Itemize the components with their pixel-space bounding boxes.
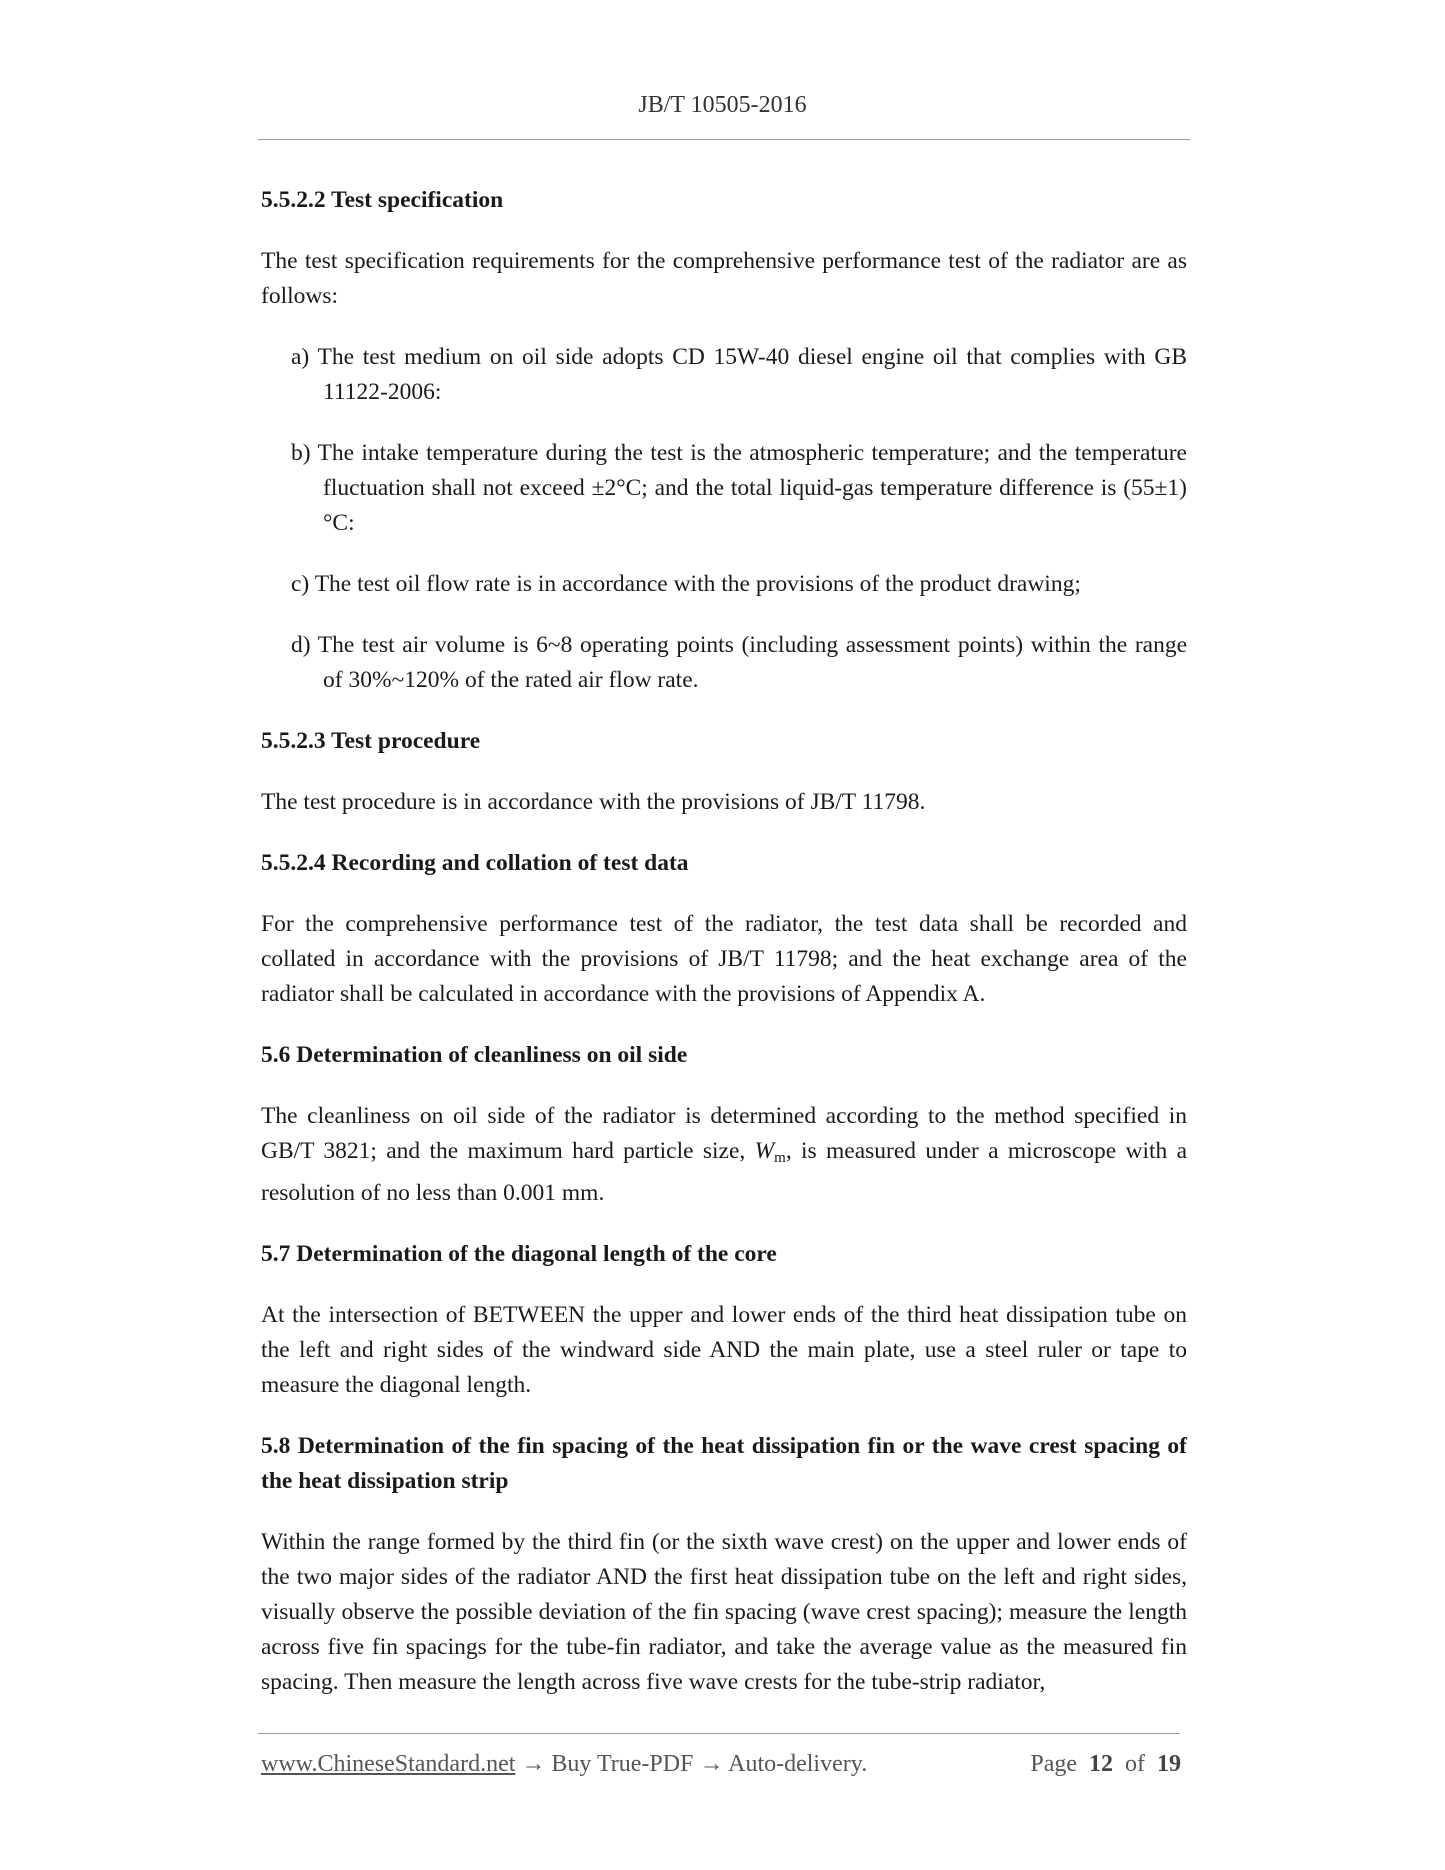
header-divider xyxy=(258,139,1190,140)
heading-5-5-2-4: 5.5.2.4 Recording and collation of test data xyxy=(261,850,689,876)
heading-5-6: 5.6 Determination of cleanliness on oil side xyxy=(261,1042,688,1068)
heading-5-5-2-3: 5.5.2.3 Test procedure xyxy=(261,728,481,754)
list-item-b: b) The intake temperature during the test is the atmospheric temperature; and the temperature fluctuation shall not exceed ±2°C; and the total liquid-gas temperature difference is (55±1) °C: xyxy=(291,440,1187,536)
page-total: 19 xyxy=(1157,1751,1181,1777)
symbol-w-subscript: m xyxy=(774,1150,786,1166)
paragraph-5-6 xyxy=(261,1099,1187,1211)
heading-5-7: 5.7 Determination of the diagonal length of the core xyxy=(261,1241,777,1267)
list-item-a: a) The test medium on oil side adopts CD 15W-40 diesel engine oil that complies with GB 11122-2006: xyxy=(291,344,1187,405)
heading-5-5-2-2: 5.5.2.2 Test specification xyxy=(261,187,504,213)
list-item-c: c) The test oil flow rate is in accordance with the provisions of the product drawing; xyxy=(291,571,1081,597)
page-indicator xyxy=(1030,1751,1181,1778)
page-word: Page xyxy=(1030,1751,1077,1777)
paragraph-5-5-2-4: For the comprehensive performance test of the radiator, the test data shall be recorded and collated in accordance with the provisions of JB/T 11798; and the heat exchange area of the radiator shall be calculated in accordance with the provisions of Appendix A. xyxy=(261,911,1187,1007)
paragraph-5-8: Within the range formed by the third fin (or the sixth wave crest) on the upper and lower ends of the two major sides of the radiator AND the first heat dissipation tube on the left and right sides, visually observe the possible deviation of the fin spacing (wave crest spacing); measure the length across five fin spacings for the tube-fin radiator, and take the average value as the measured fin spacing. Then measure the length across five wave crests for the tube-strip radiator, xyxy=(261,1529,1187,1695)
page-content xyxy=(261,183,1187,1700)
of-word: of xyxy=(1125,1751,1145,1777)
footer-promo: → Buy True-PDF → Auto-delivery. xyxy=(515,1751,868,1777)
paragraph-5-7: At the intersection of BETWEEN the upper and lower ends of the third heat dissipation tube on the left and right sides of the windward side AND the main plate, use a steel ruler or tape to measure the diagonal length. xyxy=(261,1302,1187,1398)
list-item-d: d) The test air volume is 6~8 operating points (including assessment points) within the range of 30%~120% of the rated air flow rate. xyxy=(291,632,1187,693)
page-number: 12 xyxy=(1089,1751,1113,1777)
footer-left xyxy=(261,1751,867,1778)
page-footer xyxy=(261,1751,1181,1778)
paragraph-5-5-2-3: The test procedure is in accordance with the provisions of JB/T 11798. xyxy=(261,789,926,815)
heading-5-8: 5.8 Determination of the fin spacing of the heat dissipation fin or the wave crest spacing of the heat dissipation strip xyxy=(261,1433,1187,1494)
site-link[interactable]: www.ChineseStandard.net xyxy=(261,1751,516,1777)
symbol-w: W xyxy=(754,1138,775,1164)
list-test-specification xyxy=(261,340,1187,698)
paragraph-5-6-text-pre: The cleanliness on oil side of the radiator is determined according to the method specified in GB/T 3821; and the maximum hard particle size, xyxy=(261,1103,1187,1164)
footer-divider xyxy=(258,1733,1180,1734)
paragraph-5-6-text-post: , is measured under a microscope with a resolution of no less than 0.001 mm. xyxy=(261,1138,1187,1206)
paragraph-5-5-2-2-intro: The test specification requirements for the comprehensive performance test of the radiator are as follows: xyxy=(261,248,1187,309)
document-header-id: JB/T 10505-2016 xyxy=(638,92,807,118)
